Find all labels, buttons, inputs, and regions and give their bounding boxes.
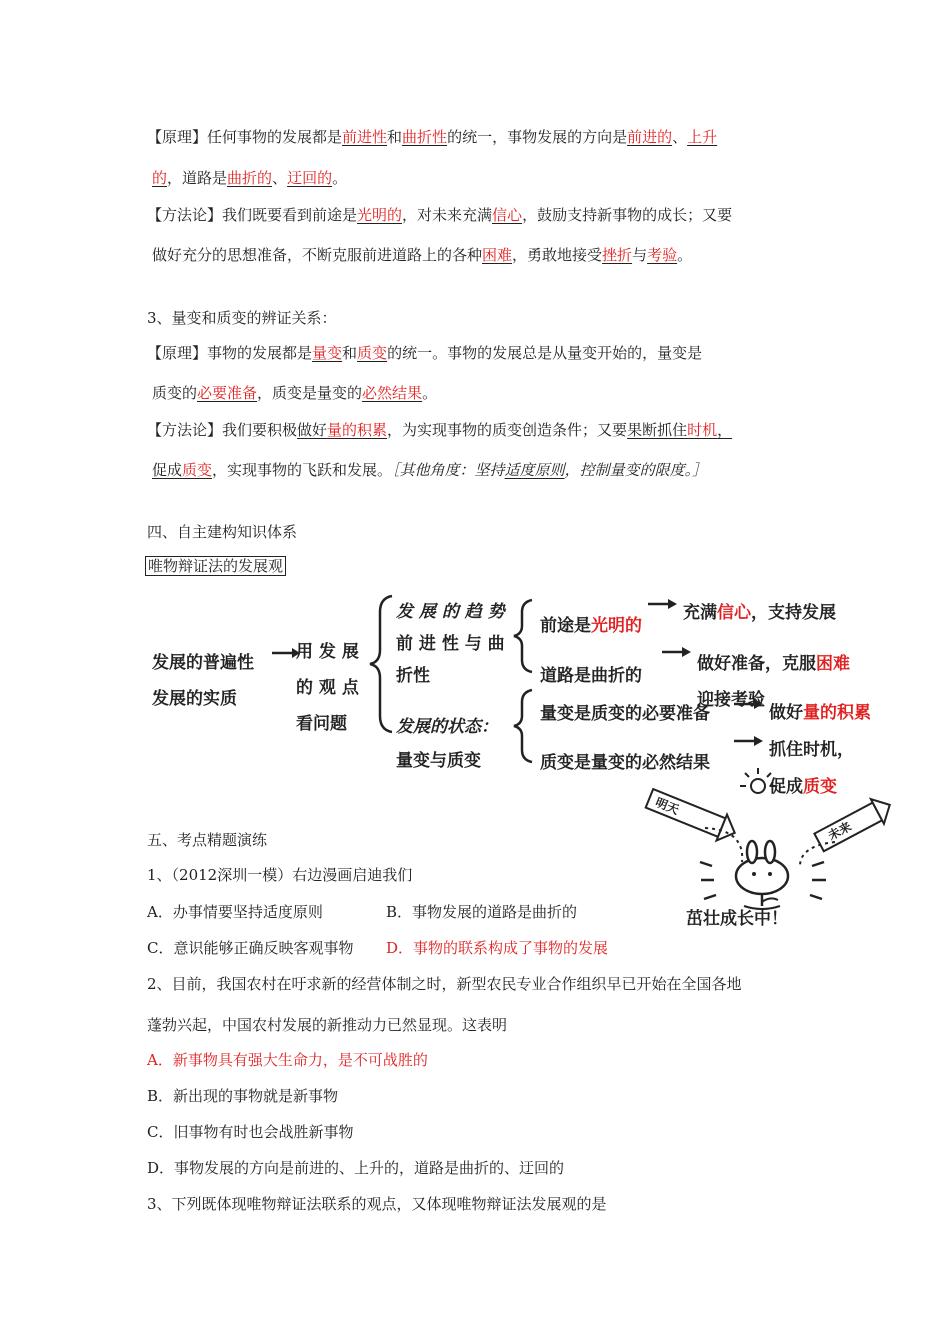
method-line-1: 【方法论】我们既要看到前途是光明的，对未来充满信心，鼓励支持新事物的成长；又要 (147, 206, 733, 224)
cartoon-sign-right: 未来 (825, 819, 854, 843)
cartoon-sign-left: 明天 (653, 795, 681, 818)
q1-option-a: A．办事情要坚持适度原则 (147, 903, 323, 921)
q1-option-b: B．事物发展的道路是曲折的 (386, 903, 578, 921)
node-essence: 发展的实质 (152, 689, 237, 709)
node-quantitative: 量变是质变的必要准备 (540, 704, 710, 724)
node-view-2: 的 观 点 (296, 678, 359, 698)
node-view-3: 看问题 (296, 714, 347, 734)
method-3-line-2: 促成质变，实现事物的飞跃和发展。［其他角度：坚持适度原则，控制量变的限度。］ (152, 461, 708, 479)
result-accumulate: 做好量的积累 (769, 703, 871, 723)
node-state-red: 量变与质变 (396, 751, 481, 771)
result-overcome: 做好准备，克服困难 (697, 654, 850, 674)
node-road-tortuous: 道路是曲折的 (540, 666, 642, 686)
q2-option-a: A．新事物具有强大生命力，是不可战胜的 (147, 1051, 428, 1069)
result-seize: 抓住时机， (769, 740, 854, 760)
node-view-1: 用 发 展 (296, 642, 359, 662)
question-2-line-1: 2、目前，我国农村在吁求新的经营体制之时，新型农民专业合作组织早已开始在全国各地 (147, 975, 742, 993)
node-universality: 发展的普遍性 (152, 653, 254, 673)
node-future-bright: 前途是光明的 (540, 616, 642, 636)
node-trend-red-1: 前 进 性 与 曲 (396, 634, 505, 654)
result-test: 迎接考验 (697, 690, 765, 710)
principle-line-2: 的，道路是曲折的、迂回的。 (152, 169, 348, 187)
section-4-title: 四、自主建构知识体系 (147, 523, 298, 541)
q2-option-c: C．旧事物有时也会战胜新事物 (147, 1123, 354, 1141)
principle-line-1: 【原理】任何事物的发展都是前进性和曲折性的统一，事物发展的方向是前进的、上升 (147, 128, 718, 146)
node-trend-red-2: 折性 (396, 666, 430, 686)
method-3-line-1: 【方法论】我们要积极做好量的积累，为实现事物的质变创造条件；又要果断抓住时机， (147, 421, 733, 439)
method-line-2: 做好充分的思想准备，不断克服前进道路上的各种困难，勇敢地接受挫折与考验。 (152, 246, 693, 264)
q2-option-b: B．新出现的事物就是新事物 (147, 1087, 339, 1105)
question-3: 3、下列既体现唯物辩证法联系的观点，又体现唯物辩证法发展观的是 (147, 1195, 607, 1213)
q1-option-d: D．事物的联系构成了事物的发展 (386, 939, 609, 957)
question-2-line-2: 蓬勃兴起，中国农村发展的新推动力已然显现。这表明 (147, 1016, 508, 1034)
section-5-title: 五、考点精题演练 (147, 831, 268, 849)
section-3-title: 3、量变和质变的辨证关系： (147, 309, 337, 327)
cartoon-caption: 茁壮成长中！ (686, 909, 788, 929)
question-1: 1、（2012深圳一模）右边漫画启迪我们 (147, 866, 413, 884)
q1-option-c: C．意识能够正确反映客观事物 (147, 939, 354, 957)
result-leap: 促成质变 (769, 777, 837, 797)
node-trend-title: 发 展 的 趋 势 (396, 602, 505, 622)
node-state-title: 发展的状态： (396, 717, 498, 737)
node-qualitative: 质变是量变的必然结果 (540, 753, 710, 773)
result-confidence: 充满信心，支持发展 (683, 603, 836, 623)
boxed-heading: 唯物辩证法的发展观 (145, 556, 286, 576)
q2-option-d: D．事物发展的方向是前进的、上升的，道路是曲折的、迂回的 (147, 1159, 565, 1177)
principle-3-line-1: 【原理】事物的发展都是量变和质变的统一。事物的发展总是从量变开始的，量变是 (147, 344, 703, 362)
principle-3-line-2: 质变的必要准备，质变是量变的必然结果。 (152, 384, 438, 402)
